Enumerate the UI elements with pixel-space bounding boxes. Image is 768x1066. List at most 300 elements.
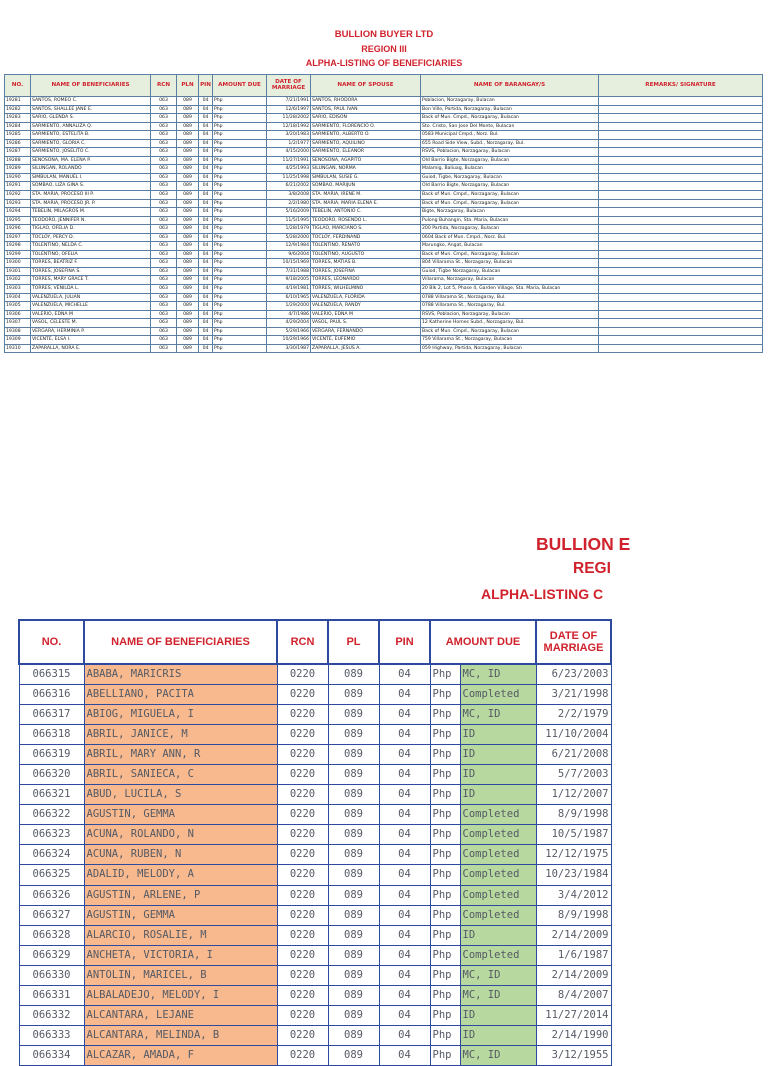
table-cell: TOCLOY, FERDINAND [311,233,421,242]
table-cell: Php [213,250,267,259]
table-cell: 089 [177,242,199,251]
table-row [19,765,611,785]
table-cell: 0220 [277,865,328,885]
company-title: BULLION BUYER LTD [334,29,434,40]
table-cell: 0220 [277,1025,328,1045]
table-row [5,156,763,165]
table-cell: 11/28/2002 [267,114,311,123]
column-header: AMOUNT DUE [213,75,267,97]
table-cell: VALERIO, EDNA M [311,310,421,319]
table-cell: 0788 Villarama St., Norzagaray, Bul. [421,302,599,311]
table-cell: Php [430,865,460,885]
table-row [19,885,611,905]
table-cell: 089 [328,865,379,885]
table-cell: 19297 [5,233,31,242]
table-cell: 4/15/2000 [267,148,311,157]
table-cell: 063 [151,199,177,208]
table-cell: 089 [177,97,199,106]
table-cell: 10/23/1984 [536,865,611,885]
table-cell: Php [213,131,267,140]
table-cell: 5/29/1966 [267,327,311,336]
column-header: RCN [151,75,177,97]
table-cell: 19285 [5,131,31,140]
table-cell: Php [430,945,460,965]
table-cell: Poblacion, Norzagaray, Bulacan [421,97,599,106]
table-cell [599,131,763,140]
table-cell: TEODORO, JENNIFER N. [31,216,151,225]
table-cell: 6/23/2003 [536,664,611,685]
table-cell: 066333 [19,1025,84,1045]
table-cell: ADALID, MELODY, A [84,865,277,885]
table-cell: 063 [151,259,177,268]
table-row [5,276,763,285]
table-cell: Php [430,765,460,785]
table-row [5,267,763,276]
table-cell: 3/21/1998 [536,685,611,705]
table-cell: Php [213,191,267,200]
table-row [19,1025,611,1045]
table-cell: 089 [328,825,379,845]
table-cell [599,114,763,123]
table-cell: 0220 [277,664,328,685]
table-cell: 063 [151,148,177,157]
table-cell: ALCANTARA, MELINDA, B [84,1025,277,1045]
table-cell [599,225,763,234]
table-cell [599,182,763,191]
table-cell: 19300 [5,259,31,268]
table-cell: Sto. Cristo, San Jose Del Monte, Bulacan [421,122,599,131]
table-cell: 2/14/1990 [536,1025,611,1045]
table-cell: SARMIENTO, FLORENCIO O. [311,122,421,131]
table-row [19,1045,611,1065]
table-cell: Php [213,122,267,131]
table-cell [599,327,763,336]
table-cell: 04 [199,105,213,114]
table-cell: 04 [199,182,213,191]
table-cell: STA. MARIA, PROCESO III P. [31,191,151,200]
table-cell: ACUNA, ROLANDO, N [84,825,277,845]
table-row [19,945,611,965]
table-cell: 04 [199,156,213,165]
table-cell: Guiod, Tigbe, Norzagaray, Bulacan [421,173,599,182]
table-cell: 1/12/2007 [536,785,611,805]
status-cell: ID [460,1025,536,1045]
table-row [19,725,611,745]
table-cell: 5/7/2003 [536,765,611,785]
table-cell: ACUNA, RUBEN, N [84,845,277,865]
table-cell: 089 [328,885,379,905]
table-cell: 0220 [277,1045,328,1065]
table-cell [599,285,763,294]
table-cell: 19286 [5,139,31,148]
table-cell: 089 [328,1025,379,1045]
table-cell: TOCLOY, PERCY D. [31,233,151,242]
table-cell: 04 [199,336,213,345]
table-cell: Php [213,225,267,234]
table-cell: TEBELIN, MILAGROS M. [31,208,151,217]
table-cell: 066321 [19,785,84,805]
table-cell: Villarama, Norzagaray, Bulacan [421,276,599,285]
table-cell: 8/9/1998 [536,805,611,825]
table-cell: 0220 [277,905,328,925]
table-cell: 8/9/1998 [536,905,611,925]
table-cell: 12/6/1997 [267,105,311,114]
table-cell: 0220 [277,765,328,785]
column-header: PL [328,620,379,664]
table-cell: Pulong Buhangin, Sta. Maria, Bulacan [421,216,599,225]
table-cell: SARMIENTO, ELEANOR [311,148,421,157]
table-cell: 089 [177,293,199,302]
table-cell: SARMIENTO, AQUILINO [311,139,421,148]
table-row [5,139,763,148]
table-cell: 089 [177,216,199,225]
table-cell: Php [430,685,460,705]
table-cell: 04 [379,1005,430,1025]
listing-subtitle: ALPHA-LISTING OF BENEFICIARIES [305,58,463,68]
table-cell: 5/28/2000 [267,233,311,242]
status-cell: ID [460,785,536,805]
table-cell: 089 [328,664,379,685]
table-cell: 063 [151,310,177,319]
table-cell: 089 [177,327,199,336]
table-row [5,199,763,208]
table-cell [599,293,763,302]
table-cell: 089 [177,310,199,319]
beneficiaries-table [4,74,763,353]
table-cell: 089 [177,156,199,165]
table-cell: Bon Ville, Partida, Norzagaray, Bulacan [421,105,599,114]
table-cell: Php [430,825,460,845]
table-cell: 063 [151,208,177,217]
table-cell: Php [430,745,460,765]
table-cell [599,310,763,319]
table-cell: 19291 [5,182,31,191]
table-cell: TORRES, JOSEFINA [311,267,421,276]
table-cell [599,276,763,285]
table-cell: 1/29/2000 [267,302,311,311]
table-cell: Back of Mun. Cmpd., Norzagaray, Bulacan [421,114,599,123]
table-cell: Php [430,705,460,725]
table-cell: 0788 Villarama St., Norzagaray, Bul. [421,293,599,302]
table-cell: 19282 [5,105,31,114]
column-header: NO. [5,75,31,97]
table-cell: 089 [177,165,199,174]
table-cell: 04 [199,310,213,319]
table-row [5,105,763,114]
table-cell: 19298 [5,242,31,251]
table-cell: 089 [328,805,379,825]
table-cell: 8/4/2007 [536,985,611,1005]
table-cell: 19288 [5,156,31,165]
column-header: PIN [379,620,430,664]
table-cell: TORRES, BEATRIZ F. [31,259,151,268]
table-cell: TOLENTINO, OFELIA [31,250,151,259]
table-cell: 0220 [277,845,328,865]
table-cell [599,267,763,276]
table-row [19,705,611,725]
table-cell: 089 [177,344,199,353]
table-cell: 063 [151,131,177,140]
table-cell [599,165,763,174]
table-cell [599,191,763,200]
table-cell: Php [430,805,460,825]
table-cell: SARIO, GLENDA S. [31,114,151,123]
table-cell: 089 [328,905,379,925]
table-cell: 7/31/1988 [267,267,311,276]
table-cell: 066328 [19,925,84,945]
table-cell: Php [430,785,460,805]
table-cell: RSVS, Poblacion, Norzagaray, Bulacan [421,310,599,319]
table-cell: 0220 [277,1005,328,1025]
column-header: DATE OF MARRIAGE [267,75,311,97]
table-cell: 04 [199,191,213,200]
table-cell: 2/14/2009 [536,965,611,985]
table-cell: 04 [379,905,430,925]
table-row [5,242,763,251]
table-cell: Php [430,1005,460,1025]
table-cell: 19284 [5,122,31,131]
table-cell: 7/21/1991 [267,97,311,106]
status-cell: Completed [460,945,536,965]
table-cell: 20 Blk 2, Lot 5, Phase 4, Garden Village, Sta. Maria, Bulacan [421,285,599,294]
table-cell: 066331 [19,985,84,1005]
table-cell: 063 [151,165,177,174]
table-cell: ABELLIANO, PACITA [84,685,277,705]
status-cell: Completed [460,845,536,865]
table-cell: VALENZUELA, JULIAN [31,293,151,302]
table-cell [599,105,763,114]
table-cell: 1/6/1987 [536,945,611,965]
table-cell: Php [213,165,267,174]
table-cell: 0220 [277,725,328,745]
table-cell: 19302 [5,276,31,285]
table-cell: 04 [379,785,430,805]
table-cell: 063 [151,344,177,353]
table-cell: STA. MARIA, MARIA ELENA E. [311,199,421,208]
column-header: PLN [177,75,199,97]
table-cell: 063 [151,182,177,191]
table-cell [599,250,763,259]
table-cell: 089 [177,173,199,182]
table-cell: SOMBAO, MARIJUN [311,182,421,191]
table-cell: Old Barrio Bigte, Norzagaray, Bulacan [421,182,599,191]
table-cell: 759 Villarama St., Norzagaray, Bulacan [421,336,599,345]
table-cell: SANTOS, ROMEO C. [31,97,151,106]
table-cell: 063 [151,114,177,123]
table-cell: ZAPARALLA, NORA E. [31,344,151,353]
table-cell: 04 [379,885,430,905]
table-row [5,216,763,225]
table-cell: 066319 [19,745,84,765]
column-header: REMARKS/ SIGNATURE [599,75,763,97]
table-row [5,336,763,345]
table-cell: 066316 [19,685,84,705]
table-cell: 04 [379,705,430,725]
table-cell: 11/27/1991 [267,156,311,165]
table-cell: SARMIENTO, ESTELITA B. [31,131,151,140]
table-cell: 2/2/1979 [536,705,611,725]
table-cell: Php [213,156,267,165]
table-cell: 19306 [5,310,31,319]
table-cell: Php [213,148,267,157]
table-cell: Php [213,208,267,217]
table-cell: 063 [151,105,177,114]
table-cell: 089 [328,745,379,765]
table-cell: 19301 [5,267,31,276]
table-cell: 19303 [5,285,31,294]
table-cell: 04 [199,225,213,234]
table-cell: SARMIENTO, JOSELITO C. [31,148,151,157]
table-row [5,131,763,140]
table-cell: TORRES, MATIAS B. [311,259,421,268]
table-cell: 089 [177,191,199,200]
table-row [5,293,763,302]
table-cell: Php [213,285,267,294]
table-cell: 089 [177,139,199,148]
table-cell [599,208,763,217]
table-cell: 066323 [19,825,84,845]
table-row [5,208,763,217]
table-cell: TORRES, VENILDA L. [31,285,151,294]
table-row [19,825,611,845]
table-cell: Php [213,319,267,328]
table-cell: Php [430,1045,460,1065]
table-cell: 089 [328,705,379,725]
table-cell: 04 [199,122,213,131]
table-cell: SARMIENTO, ANNALIZA Q. [31,122,151,131]
table-cell: 04 [379,825,430,845]
table-header-row [5,75,763,97]
table-cell: 04 [379,685,430,705]
table-row [5,97,763,106]
table-cell: 3/30/1987 [267,344,311,353]
table-cell: TIGLAO, MARCIANO S. [311,225,421,234]
table-cell: ALCANTARA, LEJANE [84,1005,277,1025]
table-cell: 063 [151,122,177,131]
table-cell: Php [213,293,267,302]
table-cell: 4/19/1981 [267,285,311,294]
table-cell [599,336,763,345]
status-cell: Completed [460,885,536,905]
table-cell: 11/10/2004 [536,725,611,745]
table-cell: 089 [177,208,199,217]
column-header: PIN [199,75,213,97]
table-cell: AGUSTIN, GEMMA [84,805,277,825]
table-cell: 04 [199,327,213,336]
table-cell: Php [430,845,460,865]
table-cell: Back of Mun. Cmpd., Norzagaray, Bulacan [421,199,599,208]
status-cell: MC, ID [460,664,536,685]
table-cell: Back of Mun. Cmpd., Norzagaray, Bulacan [421,327,599,336]
table-cell: 0220 [277,945,328,965]
table-cell: 4/29/2004 [267,319,311,328]
table-cell: TORRES, JOSEFINA S. [31,267,151,276]
table-cell: Php [213,139,267,148]
table-cell: 089 [177,267,199,276]
table-row [5,327,763,336]
table-cell: VICENTE, EUFEMIO [311,336,421,345]
table-cell: SILUNGAN, NORMA [311,165,421,174]
table-cell: 12/9/1984 [267,242,311,251]
table-cell: Malamig, Baliuag, Bulacan [421,165,599,174]
table-cell: Back of Mun. Cmpd., Norzagaray, Bulacan [421,191,599,200]
status-cell: Completed [460,825,536,845]
beneficiaries-table [18,619,612,1066]
table-cell: 063 [151,267,177,276]
table-cell: 063 [151,250,177,259]
table-cell: Php [213,182,267,191]
table-cell: 19283 [5,114,31,123]
table-cell: 10/15/1969 [267,259,311,268]
table-cell: SARMIENTO, ALBERTO O. [311,131,421,140]
table-row [5,319,763,328]
table-cell: 089 [177,250,199,259]
table-cell: AGUSTIN, ARLENE, P [84,885,277,905]
table-cell: ABIOG, MIGUELA, I [84,705,277,725]
status-cell: Completed [460,685,536,705]
table-cell: 6/21/2002 [267,182,311,191]
table-cell: TOLENTINO, RENATO [311,242,421,251]
table-cell: 089 [177,336,199,345]
table-cell: 089 [177,302,199,311]
table-cell: 04 [199,344,213,353]
table-cell [599,242,763,251]
table-cell: 066326 [19,885,84,905]
table-cell: 063 [151,191,177,200]
table-cell: STA. MARIA, IRENE M. [311,191,421,200]
table-cell: 04 [379,1025,430,1045]
table-cell: 089 [328,845,379,865]
table-row [19,664,611,685]
table-cell: Php [430,885,460,905]
table-cell: 655 Road Side View, Subd., Norzagaray, Bul. [421,139,599,148]
table-cell: 0220 [277,805,328,825]
table-cell: 0220 [277,705,328,725]
table-cell: 063 [151,97,177,106]
table-cell: 11/27/2014 [536,1005,611,1025]
table-cell: 089 [177,225,199,234]
table-cell: VASOL, CELESTE M. [31,319,151,328]
table-row [19,965,611,985]
table-cell: 04 [199,233,213,242]
table-cell: 066325 [19,865,84,885]
table-cell: TOLENTINO, NELDA C. [31,242,151,251]
table-cell: 0220 [277,985,328,1005]
table-row [5,233,763,242]
table-cell: ANTOLIN, MARICEL, B [84,965,277,985]
table-cell: 19290 [5,173,31,182]
table-row [5,165,763,174]
table-cell: 063 [151,216,177,225]
table-cell: VALENZUELA, FLORIDA [311,293,421,302]
table-cell: TOLENTINO, AUGUSTO [311,250,421,259]
table-cell: 19281 [5,97,31,106]
table-cell: 11/25/1998 [267,173,311,182]
table-cell: 04 [199,250,213,259]
table-cell: 11/5/1995 [267,216,311,225]
table-cell: 089 [328,725,379,745]
table-cell: Php [430,925,460,945]
status-cell: MC, ID [460,1045,536,1065]
table-row [19,785,611,805]
table-cell: 059 Highway, Partida, Norzagaray, Bulacan [421,344,599,353]
table-cell: 089 [177,233,199,242]
table-cell: Php [430,1025,460,1045]
column-header: RCN [277,620,328,664]
table-cell: 063 [151,156,177,165]
table-cell: 2/2/1980 [267,199,311,208]
table-cell: Php [213,114,267,123]
